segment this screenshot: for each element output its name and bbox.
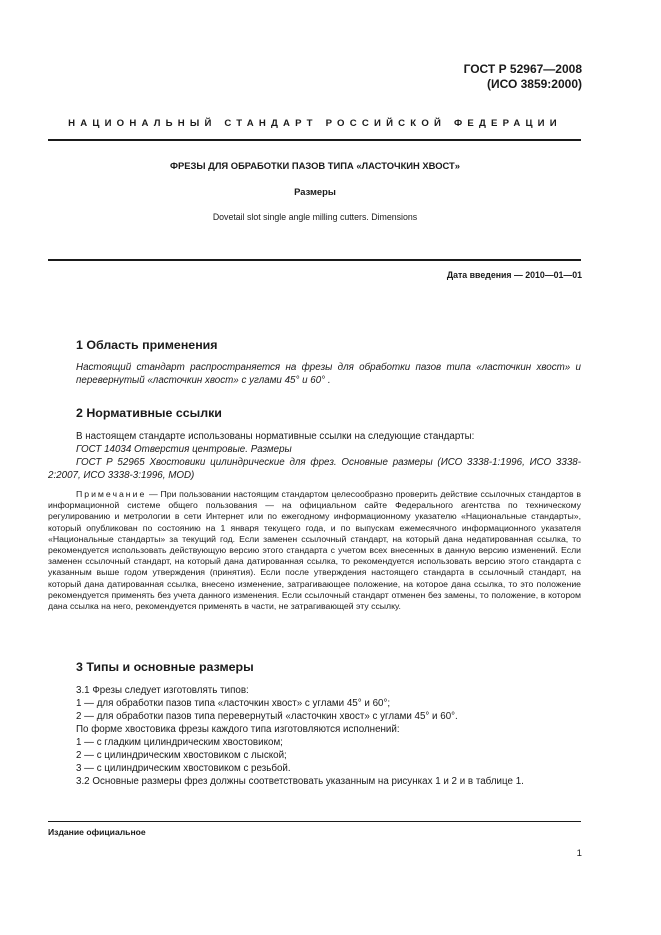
section-3-line: 1 — с гладким цилиндрическим хвостовиком; — [76, 737, 283, 748]
reference-gost-14034: ГОСТ 14034 Отверстия центровые. Размеры — [76, 444, 292, 455]
document-subtitle: Размеры — [294, 186, 336, 197]
section-2-heading: 2 Нормативные ссылки — [76, 406, 222, 420]
section-3-line: 1 — для обработки пазов типа «ласточкин хвост» с углами 45° и 60°; — [76, 698, 391, 709]
section-1-text: Настоящий стандарт распространяется на фрезы для обработки пазов типа «ласточкин хвост» и перевернутый «ласточкин хвост» с углами 45° и 60° . — [76, 362, 581, 386]
introduction-date: Дата введения — 2010—01—01 — [446, 270, 582, 280]
title-rule — [48, 259, 581, 261]
section-1-heading: 1 Область применения — [76, 338, 218, 352]
section-3-heading: 3 Типы и основные размеры — [76, 660, 254, 674]
section-2-lead: В настоящем стандарте использованы нормативные ссылки на следующие стандарты: — [76, 431, 475, 442]
page-number: 1 — [576, 848, 582, 859]
national-standard-band: НАЦИОНАЛЬНЫЙ СТАНДАРТ РОССИЙСКОЙ ФЕДЕРАЦИИ — [68, 118, 562, 129]
standard-header — [464, 62, 582, 92]
document-title: ФРЕЗЫ ДЛЯ ОБРАБОТКИ ПАЗОВ ТИПА «ЛАСТОЧКИН ХВОСТ» — [170, 160, 460, 171]
official-edition-label: Издание официальное — [48, 827, 146, 837]
reference-gost-52965: ГОСТ Р 52965 Хвостовики цилиндрические для фрез. Основные размеры (ИСО 3338-1:1996, ИСО 3338-2:2007, ИСО 3338-3:1996, MOD) — [48, 457, 581, 481]
section-3-line: 2 — для обработки пазов типа перевернутый «ласточкин хвост» с углами 45° и 60°. — [76, 711, 458, 722]
section-3-line: По форме хвостовика фрезы каждого типа изготовляются исполнений: — [76, 724, 400, 735]
band-rule — [48, 139, 581, 141]
iso-reference: (ИСО 3859:2000) — [486, 77, 582, 91]
note-label: Примечание — [76, 489, 147, 499]
section-2-note — [48, 489, 581, 612]
footer-rule — [48, 821, 581, 822]
section-3-line: 3.1 Фрезы следует изготовлять типов: — [76, 685, 249, 696]
section-3-line: 3 — с цилиндрическим хвостовиком с резьбой. — [76, 763, 291, 774]
note-text: — При пользовании настоящим стандартом целесообразно проверить действие ссылочных стандартов в информационной системе общего пользования — на официальном сайте Федерального агентства по техническому регулированию и метрологии в сети Интернет или по ежегодному информационному указателю «Национальные стандарты», который опубликован по состоянию на 1 января текущего года, и по выпускам ежемесячного информационного указателя «Национальные стандарты» за текущий год. Если заменен ссылочный стандарт, на который дана недатированная ссылка, то рекомендуется использовать действующую версию этого стандарта с учетом всех внесенных в данную версию изменений. Если заменен ссылочный стандарт, на который дана датированная ссылка, то рекомендуется использовать версию этого стандарта с указанным выше годом утверждения (принятия). Если после утверждения настоящего стандарта в ссылочный стандарт, на который дана датированная ссылка, внесено изменение, затрагивающее положение, на которое дана ссылка, то это положение рекомендуется применять без учета данного изменения. Если ссылочный стандарт отменен без замены, то положение, в котором дана ссылка на него, рекомендуется применять в части, не затрагивающей эту ссылку. — [48, 489, 581, 612]
section-3-line: 3.2 Основные размеры фрез должны соответствовать указанным на рисунках 1 и 2 и в таблице 1. — [76, 776, 524, 787]
section-3-line: 2 — с цилиндрическим хвостовиком с лыской; — [76, 750, 287, 761]
standard-designation: ГОСТ Р 52967—2008 — [463, 62, 582, 76]
document-title-english: Dovetail slot single angle milling cutters. Dimensions — [212, 212, 418, 222]
